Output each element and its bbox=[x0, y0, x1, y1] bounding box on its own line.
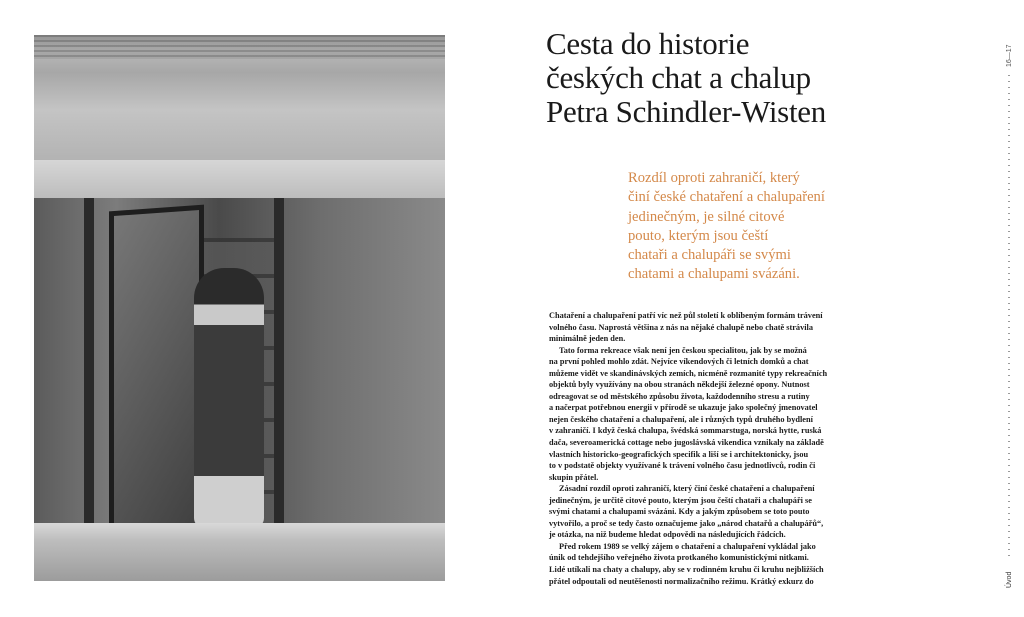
title-line: Cesta do historie bbox=[546, 26, 750, 61]
body-line: na první pohled mohlo zdát. Nejvíce víkendových či letních domků a chat bbox=[549, 357, 809, 367]
body-line: můžeme vidět ve skandinávských zemích, nicméně rozmanité typy rekreačních bbox=[549, 368, 828, 378]
body-line: jedinečným, je určitě citové pouto, kterým jsou čeští chataři a chalupáři se bbox=[549, 495, 812, 505]
body-line: v zahraničí. I když česká chalupa, švédská sommarstuga, norská hytte, ruská bbox=[549, 426, 822, 436]
quote-line: pouto, kterým jsou čeští bbox=[628, 227, 769, 244]
quote-line: chatami a chalupami svázáni. bbox=[628, 266, 800, 283]
glass-facade bbox=[34, 198, 445, 558]
window-frame bbox=[274, 198, 284, 558]
body-line: únik od tehdejšího veřejného života protkaného komunistickými nitkami. bbox=[549, 553, 809, 563]
body-line: Lidé utíkali na chaty a chalupy, aby se v rodinném kruhu či kruhu nejbližších bbox=[549, 565, 824, 575]
concrete-wall bbox=[34, 35, 445, 160]
title-line: Petra Schindler-Wisten bbox=[546, 94, 826, 129]
body-line: svými chatami a chalupami svázáni. Kdy a jakým způsobem se toto pouto bbox=[549, 507, 810, 517]
window-frame bbox=[84, 198, 94, 558]
quote-line: Rozdíl oproti zahraničí, který bbox=[628, 170, 800, 186]
body-line: nejen českého chataření a chalupaření, ale i různých typů druhého bydlení bbox=[549, 414, 813, 424]
body-line: je otázka, na niž budeme hledat odpovědi na následujících řádcích. bbox=[549, 530, 786, 540]
dotted-margin-rule bbox=[1008, 75, 1010, 560]
body-line: přátel odpoutali od neutěšenosti normalizačního režimu. Krátký exkurz do bbox=[549, 576, 814, 586]
concrete-beam bbox=[34, 160, 445, 198]
body-line: volného času. Naprostá většina z nás na nějaké chalupě nebo chatě strávila bbox=[549, 322, 813, 332]
body-line: vytvořilo, a proč se tedy často označujeme jako „národ chatařů a chalupářů“, bbox=[549, 518, 824, 528]
body-line: Před rokem 1989 se velký zájem o chataření a chalupaření vykládal jako bbox=[559, 541, 816, 551]
body-line: Chataření a chalupaření patří víc než půl století k oblíbeným formám trávení bbox=[549, 311, 823, 320]
body-line: objektů byly využívány na obou stranách někdejší železné opony. Nutnost bbox=[549, 380, 810, 390]
title-line: českých chat a chalup bbox=[546, 60, 811, 95]
woman-figure bbox=[194, 268, 264, 528]
grass-ground bbox=[34, 523, 445, 581]
section-label: Úvod bbox=[1006, 571, 1013, 588]
body-line: dača, severoamerická cottage nebo jugoslávská vikendica vznikaly na základě bbox=[549, 438, 824, 448]
body-line: to v podstatě objekty využívané k trávení volného času jednotlivců, rodin či bbox=[549, 461, 816, 471]
body-text bbox=[549, 310, 869, 587]
body-line: minimálně jeden den. bbox=[549, 334, 626, 344]
body-line: skupin přátel. bbox=[549, 472, 599, 482]
article-title bbox=[546, 27, 926, 129]
body-line: odreagovat se od městského způsobu života, každodenního stresu a rutiny bbox=[549, 391, 810, 401]
quote-line: činí české chataření a chalupaření bbox=[628, 189, 825, 206]
quote-line: chataři a chalupáři se svými bbox=[628, 247, 791, 264]
page-numbers: 16—17 bbox=[1006, 44, 1013, 67]
body-line: Tato forma rekreace však není jen českou specialitou, jak by se možná bbox=[559, 345, 807, 355]
photo-woman-in-glass-doorway bbox=[34, 35, 445, 581]
pull-quote bbox=[628, 169, 878, 285]
body-line: Zásadní rozdíl oproti zahraničí, který činí české chataření a chalupaření bbox=[559, 484, 815, 494]
open-glass-door bbox=[109, 205, 204, 562]
quote-line: jedinečným, je silné citové bbox=[628, 208, 785, 225]
body-line: a načerpat potřebnou energii v přírodě se ukazuje jako společný jmenovatel bbox=[549, 403, 818, 413]
body-line: vlastních historicko-geografických specifik a liší se i architektonicky, jsou bbox=[549, 449, 809, 459]
